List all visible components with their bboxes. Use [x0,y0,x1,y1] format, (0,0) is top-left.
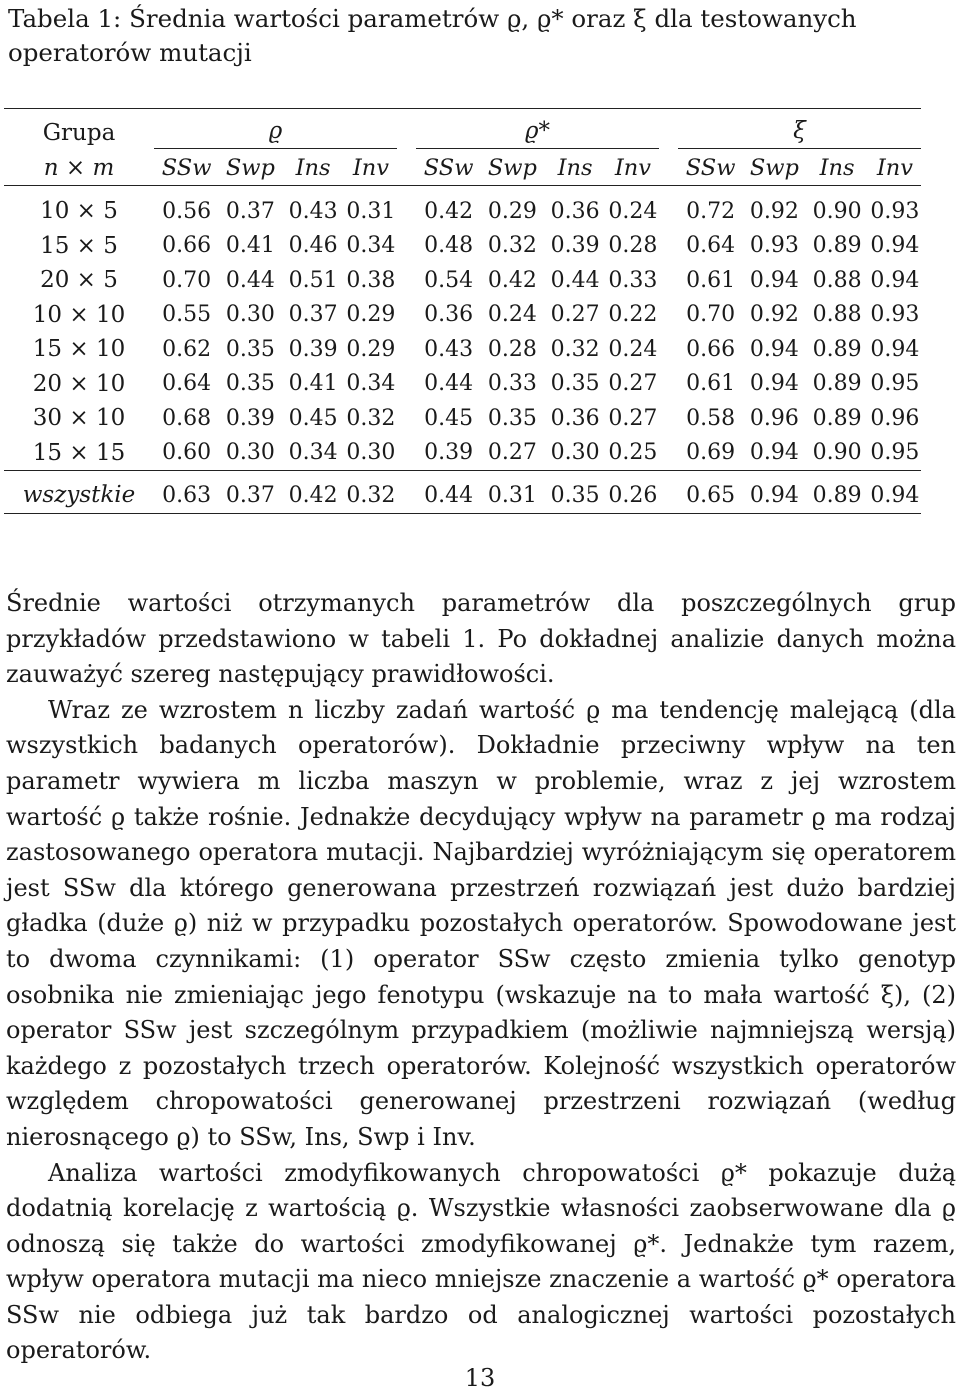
table-row [4,332,921,367]
row-label: 15 × 15 [32,439,126,466]
table-cell: 0.36 [550,198,600,224]
table-cell: 0.64 [162,371,212,397]
table-cell: 0.89 [812,233,862,259]
op-header: Ins [557,154,593,181]
table-cell: 0.66 [162,233,212,259]
table-cell: 0.68 [162,405,212,431]
table-cell: 0.32 [346,405,396,431]
table-cell: 0.31 [487,482,537,508]
table-cell: 0.61 [686,267,736,293]
table-cell: 0.89 [812,371,862,397]
table-cell: 0.22 [608,302,658,328]
table-cell: 0.38 [346,267,396,293]
table-cell: 0.94 [749,336,799,362]
row-label: 15 × 5 [40,232,118,259]
paragraph: Wraz ze wzrostem n liczby zadań wartość ϱ ma tendencję malejącą (dla wszystkich badanych operatorów). Dokładnie przeciwny wpływ na ten parametr wywiera m liczba maszyn w problemie, wraz z jej wzrostem wartość ϱ także rośnie. Jednakże decydujący wpływ na parametr ϱ ma rodzaj zastosowanego operatora mutacji. Najbardziej wyróżniającym się operatorem jest SSw dla którego generowana przestrzeń rozwiązań jest dużo bardziej gładka (duże ϱ) niż w przypadku pozostałych operatorów. Spowodowane jest to dwoma czynnikami: (1) operator SSw często zmienia tylko genotyp osobnika nie zmieniając jego fenotypu (wskazuje na to mała wartość ξ), (2) operator SSw jest szczególnym przypadkiem (możliwie najmniejszą wersją) każdego z pozostałych trzech operatorów. Kolejność wszystkich operatorów względem chropowatości generowanej przestrzeni rozwiązań (według nierosnącego ϱ) to SSw, Ins, Swp i Inv. [6,695,956,1151]
table-cell: 0.44 [550,267,600,293]
table-row [4,263,921,298]
table-cell: 0.93 [749,233,799,259]
table-cell: 0.32 [346,482,396,508]
table-cell: 0.28 [487,336,537,362]
table-cell: 0.36 [424,302,474,328]
row-label: 15 × 10 [32,336,126,363]
table-cell: 0.35 [225,371,275,397]
table-cell: 0.90 [812,440,862,466]
group-header: Grupa [42,120,116,147]
param-header-rho: ϱ [154,118,397,149]
table-cell: 0.42 [487,267,537,293]
table-cell: 0.29 [346,302,396,328]
row-label: wszystkie [22,482,136,509]
table-cell: 0.35 [550,482,600,508]
table-cell: 0.94 [870,233,920,259]
table-cell: 0.33 [608,267,658,293]
row-label: 20 × 5 [40,267,118,294]
op-header: Inv [614,154,651,181]
table-cell: 0.92 [749,198,799,224]
table-row [4,194,921,229]
table-cell: 0.30 [346,440,396,466]
table-cell: 0.89 [812,336,862,362]
table-cell: 0.34 [346,233,396,259]
table-cell: 0.27 [550,302,600,328]
table-total [4,471,921,521]
table-cell: 0.24 [487,302,537,328]
table-cell: 0.45 [288,405,338,431]
table-cell: 0.26 [608,482,658,508]
table-cell: 0.94 [870,267,920,293]
table-cell: 0.39 [288,336,338,362]
table-cell: 0.93 [870,198,920,224]
table-cell: 0.94 [749,267,799,293]
table-cell: 0.30 [550,440,600,466]
table-cell: 0.65 [686,482,736,508]
table-cell: 0.34 [288,440,338,466]
table-cell: 0.70 [686,302,736,328]
table-cell: 0.44 [424,482,474,508]
table-cell: 0.33 [487,371,537,397]
table-cell: 0.89 [812,482,862,508]
row-label: 30 × 10 [32,405,126,432]
table-cell: 0.64 [686,233,736,259]
op-header: Ins [819,154,855,181]
group-subheader: n × m [43,154,115,181]
table-cell: 0.31 [346,198,396,224]
table-cell: 0.95 [870,440,920,466]
table-cell: 0.32 [487,233,537,259]
op-header: SSw [161,154,212,181]
table-cell: 0.88 [812,267,862,293]
table-cell: 0.48 [424,233,474,259]
table-cell: 0.39 [225,405,275,431]
table-cell: 0.42 [424,198,474,224]
header-row-2 [4,151,921,186]
table-row [4,298,921,333]
table-row [4,367,921,402]
table-cell: 0.35 [550,371,600,397]
table-cell: 0.24 [608,198,658,224]
op-header: Swp [749,154,799,181]
op-header: Inv [352,154,389,181]
table-cell: 0.95 [870,371,920,397]
table-cell: 0.90 [812,198,862,224]
table-cell: 0.45 [424,405,474,431]
table-caption: Tabela 1: Średnia wartości parametrów ϱ, ϱ* oraz ξ dla testowanych operatorów mutacji [8,4,857,67]
table-cell: 0.27 [608,405,658,431]
table-cell: 0.94 [749,440,799,466]
table-cell: 0.56 [162,198,212,224]
table-cell: 0.44 [225,267,275,293]
table-cell: 0.30 [225,440,275,466]
table-cell: 0.94 [749,482,799,508]
table-cell: 0.41 [225,233,275,259]
table-cell: 0.42 [288,482,338,508]
table-cell: 0.32 [550,336,600,362]
table-cell: 0.27 [608,371,658,397]
table-cell: 0.94 [749,371,799,397]
table-cell: 0.61 [686,371,736,397]
table-cell: 0.69 [686,440,736,466]
table-cell: 0.34 [346,371,396,397]
table-cell: 0.28 [608,233,658,259]
table-cell: 0.66 [686,336,736,362]
table-cell: 0.29 [487,198,537,224]
op-header: Swp [487,154,537,181]
table-cell: 0.93 [870,302,920,328]
table-cell: 0.24 [608,336,658,362]
table-row [4,229,921,264]
table-cell: 0.39 [424,440,474,466]
table-cell: 0.60 [162,440,212,466]
row-label: 10 × 5 [40,198,118,225]
table-cell: 0.35 [487,405,537,431]
paragraph: Analiza wartości zmodyfikowanych chropowatości ϱ* pokazuje dużą dodatnią korelację z wartością ϱ. Wszystkie własności zaobserwowane dla ϱ odnoszą się także do wartości zmodyfikowanej ϱ*. Jednakże tym razem, wpływ operatora mutacji ma nieco mniejsze znaczenie a wartość ϱ* operatora SSw nie odbiega już tak bardzo od analogicznej wartości pozostałych operatorów. [6,1158,956,1365]
table-cell: 0.96 [870,405,920,431]
op-header: Inv [876,154,913,181]
table-cell: 0.25 [608,440,658,466]
table-cell: 0.89 [812,405,862,431]
table-cell: 0.72 [686,198,736,224]
table-cell: 0.94 [870,336,920,362]
total-row [4,478,921,513]
table-cell: 0.30 [225,302,275,328]
table-cell: 0.36 [550,405,600,431]
table-row [4,436,921,471]
header-row-1 [4,116,921,151]
op-header: Swp [225,154,275,181]
table-cell: 0.44 [424,371,474,397]
body-text [6,586,956,1369]
table-cell: 0.37 [225,198,275,224]
table-cell: 0.58 [686,405,736,431]
table-cell: 0.51 [288,267,338,293]
param-header-rho-star: ϱ* [416,118,659,149]
table-cell: 0.29 [346,336,396,362]
table-cell: 0.43 [424,336,474,362]
table-cell: 0.92 [749,302,799,328]
table-cell: 0.35 [225,336,275,362]
table-cell: 0.70 [162,267,212,293]
table-cell: 0.55 [162,302,212,328]
results-table [4,108,921,521]
op-header: Ins [295,154,331,181]
table-cell: 0.54 [424,267,474,293]
row-label: 20 × 10 [32,370,126,397]
table-cell: 0.37 [288,302,338,328]
table-cell: 0.62 [162,336,212,362]
table-cell: 0.39 [550,233,600,259]
page-number: 13 [464,1364,496,1392]
table-cell: 0.94 [870,482,920,508]
table-cell: 0.63 [162,482,212,508]
table-cell: 0.41 [288,371,338,397]
param-header-xi: ξ [678,118,921,149]
table-cell: 0.96 [749,405,799,431]
op-header: SSw [423,154,474,181]
table-cell: 0.27 [487,440,537,466]
table-cell: 0.88 [812,302,862,328]
table-body [4,194,921,471]
table-row [4,401,921,436]
row-label: 10 × 10 [32,301,126,328]
table-cell: 0.37 [225,482,275,508]
op-header: SSw [685,154,736,181]
paragraph: Średnie wartości otrzymanych parametrów dla poszczególnych grup przykładów przedstawiono w tabeli 1. Po dokładnej analizie danych można zauważyć szereg następujący prawidłowości. [6,589,956,689]
table-cell: 0.43 [288,198,338,224]
table-cell: 0.46 [288,233,338,259]
